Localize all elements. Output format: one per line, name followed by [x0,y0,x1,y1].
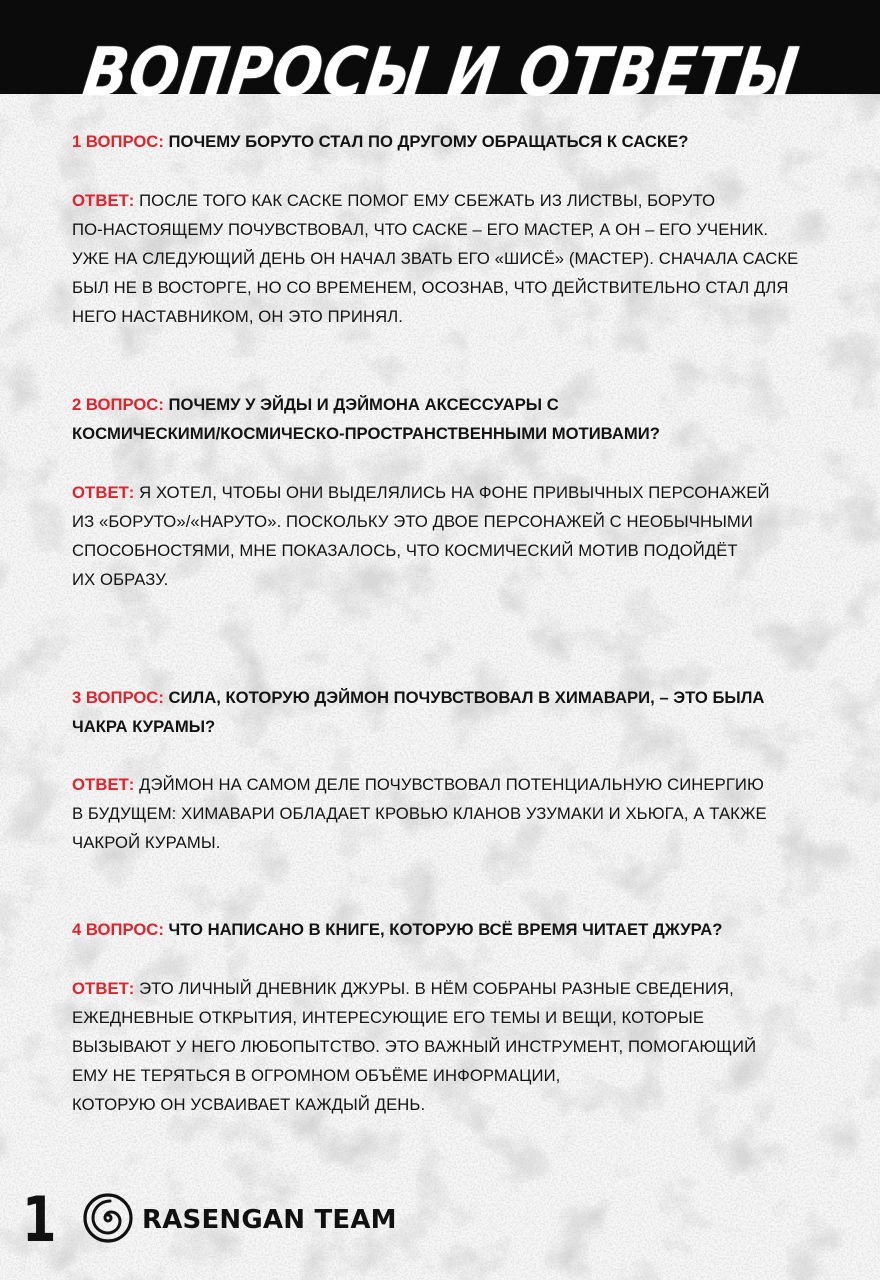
answer-line: КОТОРУЮ ОН УСВАИВАЕТ КАЖДЫЙ ДЕНЬ. [72,1095,426,1114]
question-1 [72,127,817,156]
page-title: ВОПРОСЫ И ОТВЕТЫ [78,32,804,111]
question-line [72,390,817,419]
answer-label: ОТВЕТ: [72,775,135,794]
answer-line: ЧАКРОЙ КУРАМЫ. [72,833,221,852]
question-label: 4 ВОПРОС: [72,920,164,939]
answer-line [72,974,817,1003]
question-line [72,127,817,156]
footer [0,1180,880,1280]
answer-2 [72,478,817,594]
page-number: 1 [22,1183,57,1256]
question-line [72,683,817,712]
question-line: КОСМИЧЕСКИМИ/КОСМИЧЕСКО-ПРОСТРАНСТВЕННЫМИ МОТИВАМИ? [72,424,660,443]
answer-label: ОТВЕТ: [72,979,135,998]
spiral-logo-icon [82,1192,134,1244]
question-line: ЧАКРА КУРАМЫ? [72,717,216,736]
answer-line: ЕМУ НЕ ТЕРЯТЬСЯ В ОГРОМНОМ ОБЪЁМЕ ИНФОРМАЦИИ, [72,1066,561,1085]
brand-name: RASENGAN TEAM [142,1205,397,1235]
answer-text: ЭТО ЛИЧНЫЙ ДНЕВНИК ДЖУРЫ. В НЁМ СОБРАНЫ РАЗНЫЕ СВЕДЕНИЯ, [139,979,734,998]
answer-1 [72,186,817,331]
answer-text: Я ХОТЕЛ, ЧТОБЫ ОНИ ВЫДЕЛЯЛИСЬ НА ФОНЕ ПРИВЫЧНЫХ ПЕРСОНАЖЕЙ [139,483,770,502]
answer-line: ПО-НАСТОЯЩЕМУ ПОЧУВСТВОВАЛ, ЧТО САСКЕ – ЕГО МАСТЕР, А ОН – ЕГО УЧЕНИК. [72,220,769,239]
answer-text: ПОСЛЕ ТОГО КАК САСКЕ ПОМОГ ЕМУ СБЕЖАТЬ ИЗ ЛИСТВЫ, БОРУТО [139,191,716,210]
answer-line: УЖЕ НА СЛЕДУЮЩИЙ ДЕНЬ ОН НАЧАЛ ЗВАТЬ ЕГО «ШИСЁ» (МАСТЕР). СНАЧАЛА САСКЕ [72,249,799,268]
question-text: ПОЧЕМУ БОРУТО СТАЛ ПО ДРУГОМУ ОБРАЩАТЬСЯ К САСКЕ? [168,132,689,151]
question-text: ПОЧЕМУ У ЭЙДЫ И ДЭЙМОНА АКСЕССУАРЫ С [168,395,559,414]
question-text: СИЛА, КОТОРУЮ ДЭЙМОН ПОЧУВСТВОВАЛ В ХИМАВАРИ, – ЭТО БЫЛА [168,688,765,707]
question-line [72,915,817,944]
answer-line: ИХ ОБРАЗУ. [72,570,169,589]
answer-line: НЕГО НАСТАВНИКОМ, ОН ЭТО ПРИНЯЛ. [72,307,403,326]
question-3 [72,683,817,741]
answer-line: ИЗ «БОРУТО»/«НАРУТО». ПОСКОЛЬКУ ЭТО ДВОЕ ПЕРСОНАЖЕЙ С НЕОБЫЧНЫМИ [72,512,753,531]
question-4 [72,915,817,944]
answer-4 [72,974,817,1119]
answer-line: ВЫЗЫВАЮТ У НЕГО ЛЮБОПЫТСТВО. ЭТО ВАЖНЫЙ ИНСТРУМЕНТ, ПОМОГАЮЩИЙ [72,1037,757,1056]
answer-line: В БУДУЩЕМ: ХИМАВАРИ ОБЛАДАЕТ КРОВЬЮ КЛАНОВ УЗУМАКИ И ХЬЮГА, А ТАКЖЕ [72,804,767,823]
answer-label: ОТВЕТ: [72,191,135,210]
question-label: 1 ВОПРОС: [72,132,164,151]
answer-label: ОТВЕТ: [72,483,135,502]
question-label: 2 ВОПРОС: [72,395,164,414]
answer-line: СПОСОБНОСТЯМИ, МНЕ ПОКАЗАЛОСЬ, ЧТО КОСМИЧЕСКИЙ МОТИВ ПОДОЙДЁТ [72,541,738,560]
answer-3 [72,770,817,857]
answer-line [72,770,817,799]
answer-line: ЕЖЕДНЕВНЫЕ ОТКРЫТИЯ, ИНТЕРЕСУЮЩИЕ ЕГО ТЕМЫ И ВЕЩИ, КОТОРЫЕ [72,1008,705,1027]
answer-line: БЫЛ НЕ В ВОСТОРГЕ, НО СО ВРЕМЕНЕМ, ОСОЗНАВ, ЧТО ДЕЙСТВИТЕЛЬНО СТАЛ ДЛЯ [72,278,789,297]
question-text: ЧТО НАПИСАНО В КНИГЕ, КОТОРУЮ ВСЁ ВРЕМЯ ЧИТАЕТ ДЖУРА? [168,920,723,939]
answer-line [72,478,817,507]
question-label: 3 ВОПРОС: [72,688,164,707]
answer-line [72,186,817,215]
answer-text: ДЭЙМОН НА САМОМ ДЕЛЕ ПОЧУВСТВОВАЛ ПОТЕНЦИАЛЬНУЮ СИНЕРГИЮ [139,775,764,794]
question-2 [72,390,817,448]
